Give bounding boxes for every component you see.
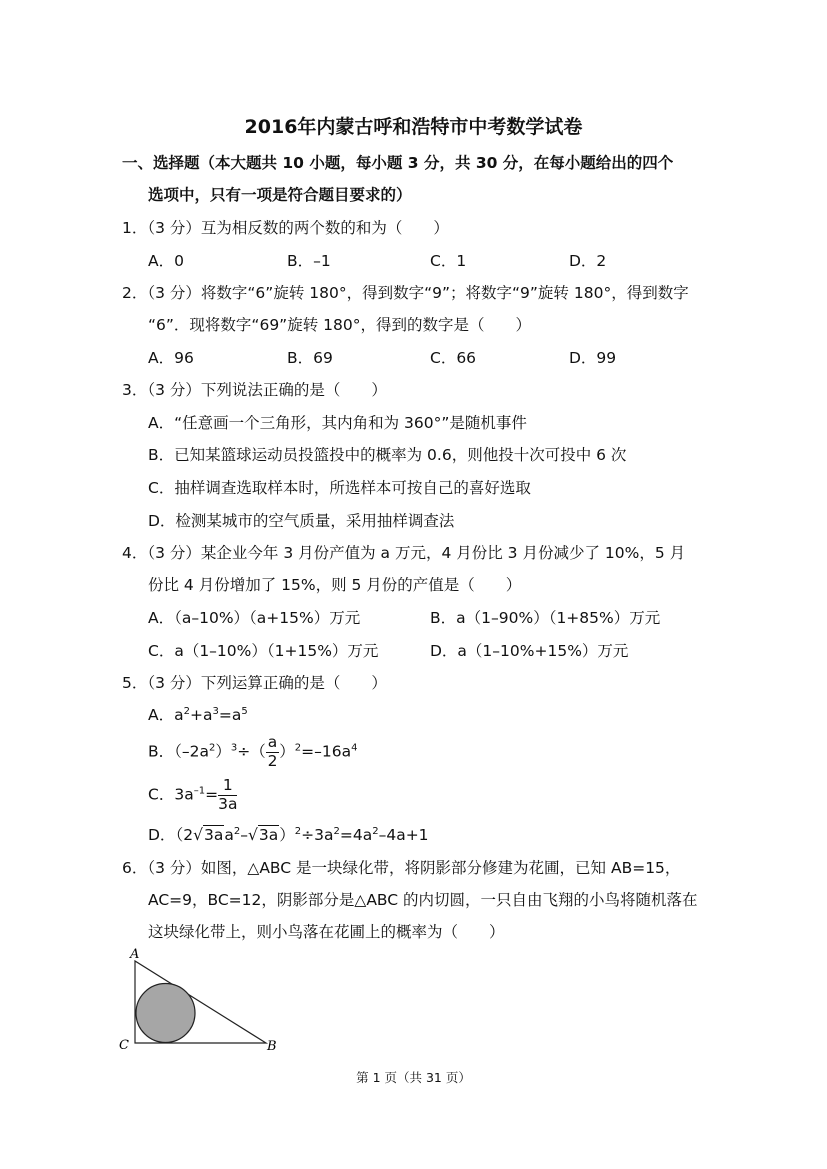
- q3-option-c: C．抽样调查选取样本时，所选样本可按自己的喜好选取: [148, 479, 531, 497]
- q4-option-c: C．a（1–10%）（1+15%）万元: [148, 642, 379, 660]
- section-heading-line2: 选项中，只有一项是符合题目要求的）: [148, 186, 412, 204]
- fraction-a-over-2: $\frac{a}{2}$: [267, 733, 278, 770]
- q1-option-a: A．0: [148, 252, 184, 270]
- question-2-stem-line1: 2．（3 分）将数字“6”旋转 180°，得到数字“9”；将数字“9”旋转 180°，得到数字: [122, 284, 689, 302]
- question-1-stem: 1．（3 分）互为相反数的两个数的和为（ ）: [122, 219, 449, 237]
- vertex-c-label: C: [119, 1038, 129, 1053]
- q5-option-d: D．$(2√3aa^2-√3a)^2\div 3a^2=4a^2-4a+1$: [148, 825, 429, 844]
- q5-option-b: B．$(-2a^2)^3\div$（ $\frac{a}{2}$ ）$^2=-16a^4$: [148, 733, 358, 770]
- q3-option-d: D．检测某城市的空气质量，采用抽样调查法: [148, 512, 455, 530]
- q5-option-c: C．$3a^{-1}=$ $\frac{1}{3a}$: [148, 776, 238, 813]
- question-5-stem: 5．（3 分）下列运算正确的是（ ）: [122, 674, 387, 692]
- q3-option-b: B．已知某篮球运动员投篮投中的概率为 0.6，则他投十次可投中 6 次: [148, 446, 627, 464]
- question-4-stem-line2: 份比 4 月份增加了 15%，则 5 月份的产值是（ ）: [148, 576, 522, 594]
- q2-option-c: C．66: [430, 349, 477, 367]
- q4-option-d: D．a（1–10%+15%）万元: [430, 642, 629, 660]
- question-4-stem-line1: 4．（3 分）某企业今年 3 月份产值为 a 万元，4 月份比 3 月份减少了 10%，5 月: [122, 544, 686, 562]
- question-6-stem-line3: 这块绿化带上，则小鸟落在花圃上的概率为（ ）: [148, 923, 505, 941]
- vertex-b-label: B: [267, 1039, 277, 1054]
- fraction-1-over-3a: $\frac{1}{3a}$: [218, 776, 238, 813]
- q5-option-a: A．$a^2+a^3=a^5$: [148, 705, 248, 724]
- vertex-a-label: A: [130, 947, 140, 962]
- question-2-stem-line2: “6”．现将数字“69”旋转 180°，得到的数字是（ ）: [148, 316, 531, 334]
- triangle-incircle-figure: [112, 940, 292, 1055]
- q2-option-b: B．69: [287, 349, 333, 367]
- sqrt-3a: 3a: [203, 826, 224, 844]
- q2-option-d: D．99: [569, 349, 617, 367]
- section-heading-line1: 一、选择题（本大题共 10 小题，每小题 3 分，共 30 分，在每小题给出的四个: [122, 154, 674, 172]
- q1-option-b: B．–1: [287, 252, 331, 270]
- page-title: 2016年内蒙古呼和浩特市中考数学试卷: [244, 116, 583, 138]
- q4-option-a: A．（a–10%）（a+15%）万元: [148, 609, 361, 627]
- q1-option-c: C．1: [430, 252, 467, 270]
- q2-option-a: A．96: [148, 349, 194, 367]
- q4-option-b: B．a（1–90%）（1+85%）万元: [430, 609, 661, 627]
- q3-option-a: A．“任意画一个三角形，其内角和为 360°”是随机事件: [148, 414, 527, 432]
- page-footer: 第 1 页（共 31 页）: [356, 1070, 471, 1085]
- q1-option-d: D．2: [569, 252, 607, 270]
- question-6-stem-line2: AC=9，BC=12，阴影部分是△ABC 的内切圆，一只自由飞翔的小鸟将随机落在: [148, 891, 698, 909]
- incircle: [136, 984, 195, 1043]
- question-3-stem: 3．（3 分）下列说法正确的是（ ）: [122, 381, 387, 399]
- sqrt-3a: 3a: [258, 826, 279, 844]
- question-6-stem-line1: 6．（3 分）如图，△ABC 是一块绿化带，将阴影部分修建为花圃，已知 AB=15，: [122, 859, 681, 877]
